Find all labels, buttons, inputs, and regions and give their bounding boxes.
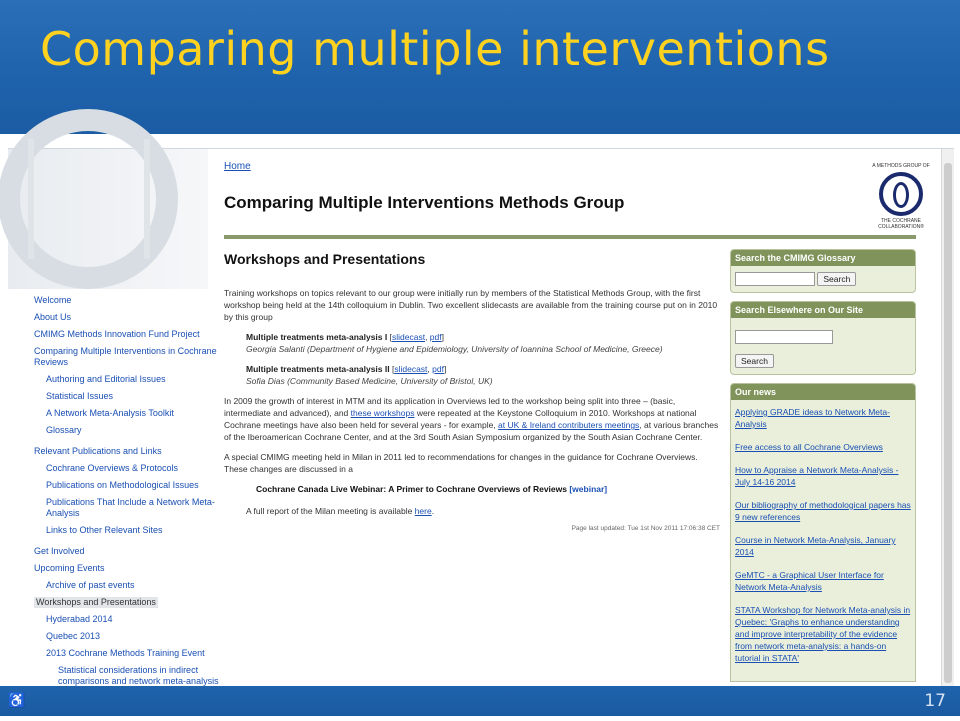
cochrane-partner-logo[interactable]: [866, 163, 936, 230]
nav-welcome[interactable]: Welcome: [34, 295, 72, 305]
glossary-search-button[interactable]: Search: [817, 272, 856, 286]
nav-nma-toolkit[interactable]: A Network Meta-Analysis Toolkit: [46, 408, 174, 418]
nav-quebec[interactable]: Quebec 2013: [46, 631, 101, 641]
nav-links-other-sites[interactable]: Links to Other Relevant Sites: [46, 525, 163, 535]
news-item[interactable]: Applying GRADE ideas to Network Meta-Analysis: [735, 407, 890, 429]
last-updated: Page last updated: Tue 1st Nov 2011 17:06:38 CET: [571, 525, 720, 532]
partner-top-text: A METHODS GROUP OF: [872, 163, 930, 169]
home-link[interactable]: Home: [224, 161, 251, 172]
news-header: Our news: [731, 384, 915, 400]
nav-upcoming-events[interactable]: Upcoming Events: [34, 563, 105, 573]
main-content: [224, 287, 720, 535]
scrollbar-thumb[interactable]: [944, 163, 952, 683]
uk-ireland-link[interactable]: at UK & Ireland contributers meetings: [498, 420, 640, 430]
nav-publications-nma[interactable]: Publications That Include a Network Meta-Analysis: [46, 497, 215, 518]
slide-footer: [0, 686, 960, 716]
left-navigation: [34, 295, 224, 721]
wheelchair-icon: ♿: [8, 692, 26, 708]
nav-fund-project[interactable]: CMIMG Methods Innovation Fund Project: [34, 329, 200, 339]
nav-training-event[interactable]: 2013 Cochrane Methods Training Event: [46, 648, 205, 658]
nav-hyderabad[interactable]: Hyderabad 2014: [46, 614, 113, 624]
section-title: Workshops and Presentations: [224, 251, 426, 267]
news-item[interactable]: Our bibliography of methodological papers has 9 new references: [735, 500, 911, 522]
news-item[interactable]: STATA Workshop for Network Meta-analysis in Quebec: 'Graphs to enhance understanding and improve interpretability of the evidence from network meta-analysis: a hands-on tutorial in STATA': [735, 605, 911, 663]
right-sidebar: [730, 249, 916, 682]
nav-statistical-considerations[interactable]: Statistical considerations in indirect comparisons and network meta-analysis: [58, 665, 219, 686]
presentation-1-pdf-link[interactable]: pdf: [429, 332, 442, 342]
site-search-box: [730, 301, 916, 375]
presentation-1-title: Multiple treatments meta-analysis I: [246, 332, 388, 342]
news-item[interactable]: How to Appraise a Network Meta-Analysis - July 14-16 2014: [735, 465, 899, 487]
slide-number: 17: [924, 691, 946, 711]
logo-lines-icon: [28, 139, 150, 259]
presentation-1: Multiple treatments meta-analysis I [slidecast, pdf] Georgia Salanti (Department of Hygiene and Epidemiology, University of Ioannina School of Medicine, Greece): [224, 331, 720, 355]
site-search-header: Search Elsewhere on Our Site: [731, 302, 915, 318]
milan-paragraph: A special CMIMG meeting held in Milan in 2011 led to recommendations for changes in the guidance for Cochrane Overviews. These changes are discussed in a: [224, 452, 698, 474]
glossary-search-box: [730, 249, 916, 293]
these-workshops-link[interactable]: these workshops: [350, 408, 415, 418]
title-divider: [224, 235, 916, 239]
slide-header: [0, 0, 960, 134]
nav-archive-events[interactable]: Archive of past events: [46, 580, 135, 590]
site-search-button[interactable]: Search: [735, 354, 774, 368]
presentation-2-pdf-link[interactable]: pdf: [432, 364, 444, 374]
nav-methodological-issues[interactable]: Publications on Methodological Issues: [46, 480, 199, 490]
nav-get-involved[interactable]: Get Involved: [34, 546, 85, 556]
glossary-search-input[interactable]: [735, 272, 815, 286]
nav-about-us[interactable]: About Us: [34, 312, 72, 322]
page-title: Comparing Multiple Interventions Methods Group: [224, 193, 625, 212]
nav-comparing-multiple[interactable]: Comparing Multiple Interventions in Cochrane Reviews: [34, 346, 217, 367]
slide-title: Comparing multiple interventions: [40, 22, 830, 76]
cochrane-seal-icon: [879, 172, 923, 216]
nav-overviews-protocols[interactable]: Cochrane Overviews & Protocols: [46, 463, 179, 473]
presentation-2-slidecast-link[interactable]: slidecast: [394, 364, 428, 374]
presentation-2-title: Multiple treatments meta-analysis II: [246, 364, 390, 374]
glossary-search-header: Search the CMIMG Glossary: [731, 250, 915, 266]
site-search-input[interactable]: [735, 330, 833, 344]
report-line: A full report of the Milan meeting is available here.: [246, 506, 435, 516]
nav-workshops-active[interactable]: Workshops and Presentations: [36, 597, 156, 607]
intro-paragraph: Training workshops on topics relevant to our group were initially run by members of the Statistical Methods Group, with the first workshop being held at the 14th colloquium in Dublin. Two excellent slidecasts are available from the training course put on in 2010 by this group: [224, 288, 718, 322]
nav-authoring[interactable]: Authoring and Editorial Issues: [46, 374, 166, 384]
vertical-scrollbar[interactable]: [941, 149, 954, 687]
presentation-2-author: Sofia Dias (Community Based Medicine, University of Bristol, UK): [246, 376, 493, 386]
webinar-link[interactable]: [webinar]: [566, 484, 608, 494]
partner-bottom-text: THE COCHRANE COLLABORATION®: [878, 218, 924, 230]
webinar-title: Cochrane Canada Live Webinar: A Primer to Cochrane Overviews of Reviews: [256, 484, 567, 494]
nav-statistical-issues[interactable]: Statistical Issues: [46, 391, 114, 401]
presentation-2: Multiple treatments meta-analysis II [slidecast, pdf] Sofia Dias (Community Based Medicine, University of Bristol, UK): [224, 363, 720, 387]
news-item[interactable]: GeMTC - a Graphical User Interface for Network Meta-Analysis: [735, 570, 884, 592]
history-paragraph: In 2009 the growth of interest in MTM and its application in Overviews led to the workshop being split into three – (basic, intermediate and advanced), and these workshops were repeated at the Keystone Colloquium in 2010. Workshops at national Cochrane meetings have also been held for several years - for example, at UK & Ireland contributers meetings, at various branches of the Iberoamerican Cochrane Center, and at the 3rd South Asian Symposium organized by the South Asian Cochrane Center.: [224, 396, 719, 442]
nav-glossary[interactable]: Glossary: [46, 425, 82, 435]
report-here-link[interactable]: here: [414, 506, 432, 516]
nav-publications[interactable]: Relevant Publications and Links: [34, 446, 162, 456]
presentation-1-author: Georgia Salanti (Department of Hygiene and Epidemiology, University of Ioannina School of Medicine, Greece): [246, 344, 663, 354]
website-screenshot: [8, 148, 954, 687]
webinar-line: [224, 483, 720, 495]
site-logo-watermark: [8, 149, 208, 289]
news-box: [730, 383, 916, 682]
news-item[interactable]: Free access to all Cochrane Overviews: [735, 442, 883, 452]
presentation-1-slidecast-link[interactable]: slidecast: [391, 332, 426, 342]
news-item[interactable]: Course in Network Meta-Analysis, January 2014: [735, 535, 896, 557]
